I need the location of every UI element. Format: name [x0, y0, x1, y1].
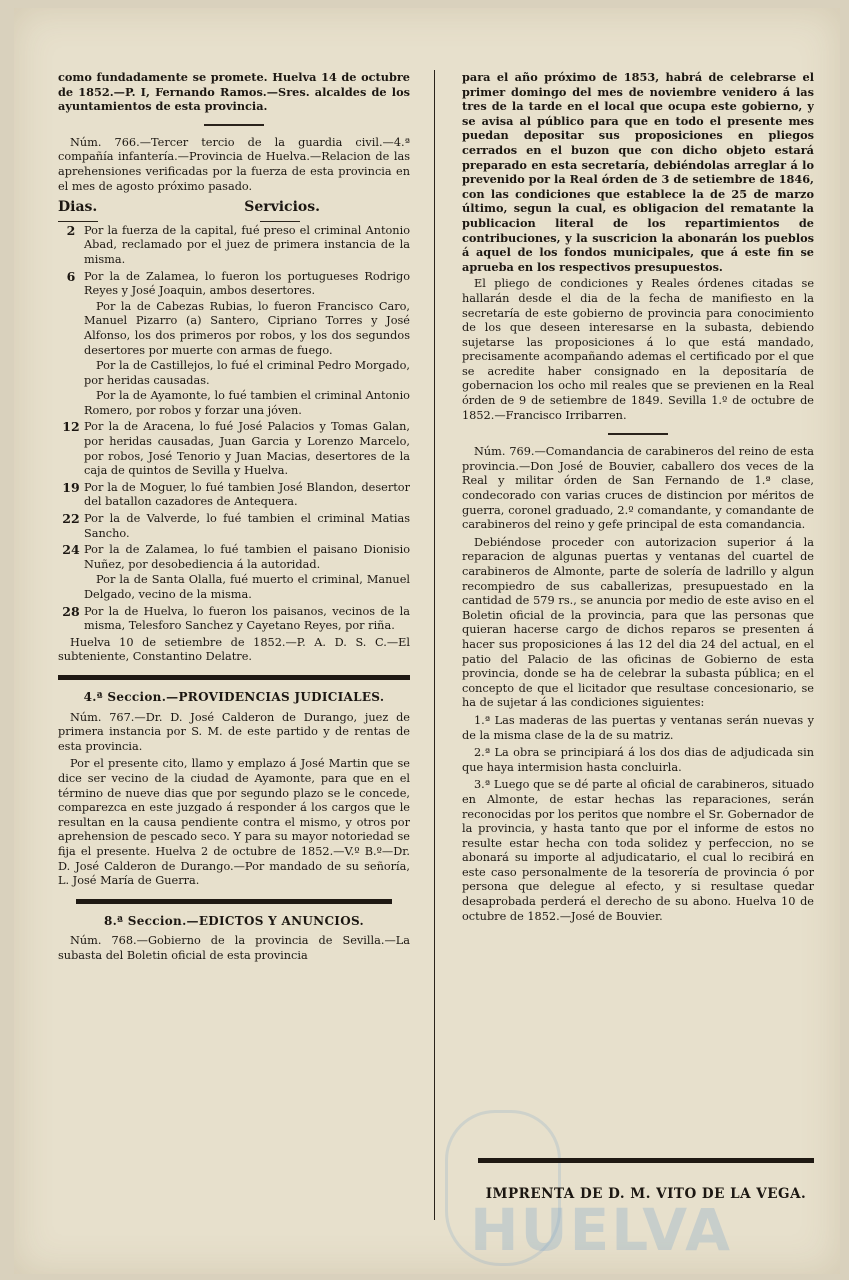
watermark-text: HUELVA: [470, 1196, 733, 1264]
col-servicios: Servicios.: [244, 199, 320, 216]
imprint-line: IMPRENTA DE D. M. VITO DE LA VEGA.: [485, 1186, 807, 1202]
table-header: [58, 200, 410, 215]
entry-row: [58, 481, 410, 511]
entry-row: [58, 543, 410, 603]
imprint-rule: [478, 1158, 814, 1163]
entry-row: [58, 420, 410, 479]
entry-day: 19: [62, 479, 80, 495]
condition-2: 2.ª La obra se principiará á los dos dias de adjudicada sin que haya intermision hasta concluirla.: [462, 746, 814, 774]
right-column: [462, 70, 814, 1200]
section-rule: [76, 899, 393, 904]
entry-paragraph: Por la de Santa Olalla, fué muerto el criminal, Manuel Delgado, vecino de la misma.: [84, 573, 410, 601]
separator: [204, 124, 264, 126]
entry-text: [84, 512, 410, 542]
entry-paragraph: Por la de Zalamea, lo fué tambien el paisano Dionisio Nuñez, por desobediencia á la autoridad.: [84, 543, 410, 571]
n767-body: Por el presente cito, llamo y emplazo á José Martin que se dice ser vecino de la ciudad de Ayamonte, para que en el término de nueve dias que por segundo plazo se le concede, comparezca en este juzgado á responder á los cargos que le resultan en la causa pendiente contra el mismo, y otros por aprehension de pescado seco. Y para su mayor notoriedad se fija el presente. Huelva 2 de octubre de 1852.—V.º B.º—Dr. D. José Calderon de Durango.—Por mandado de su señoría, L. José María de Guerra.: [58, 757, 410, 888]
entry-row: [58, 270, 410, 420]
entry-day: 12: [62, 419, 80, 435]
left-column: [58, 70, 410, 1220]
entry-paragraph: Por la de Valverde, lo fué tambien el criminal Matias Sancho.: [84, 512, 410, 540]
header-dashes: [58, 217, 410, 222]
entry-paragraph: Por la fuerza de la capital, fué preso el criminal Antonio Abad, reclamado por el juez de primera instancia de la misma.: [84, 223, 410, 266]
section8-heading: 8.ª Seccion.—EDICTOS Y ANUNCIOS.: [104, 913, 364, 928]
entry-text: [84, 481, 410, 511]
entry-paragraph: Por la de Moguer, lo fué tambien José Blandon, desertor del batallon cazadores de Antequera.: [84, 480, 410, 509]
section-rule: [58, 675, 410, 680]
separator: [608, 433, 668, 435]
condition-3: 3.ª Luego que se dé parte al oficial de carabineros, situado en Almonte, de estar hechas las reparaciones, serán reconocidas por los peritos que nombre el Sr. Gobernador de la provincia, y hasta tanto que por el informe de estos no resulte estar hecha con toda solidez y perfeccion, no se abonará su importe al adjudicatario, el cual lo recibirá en este caso personalmente de la tesorería de provincia ó por persona que delegue al efecto, y si resultase quedar desaprobada perderá el derecho de su abono. Huelva 10 de octubre de 1852.—José de Bouvier.: [462, 778, 814, 923]
entry-day: 6: [66, 268, 76, 284]
section4-heading: 4.ª Seccion.—PROVIDENCIAS JUDICIALES.: [83, 689, 385, 704]
entry-text: [84, 605, 410, 635]
entry-text: [84, 543, 410, 603]
entry-day: 28: [62, 603, 80, 619]
entry-row: [58, 605, 410, 635]
col-dias: Dias.: [58, 199, 98, 216]
entry-paragraph: Por la de Cabezas Rubias, lo fueron Francisco Caro, Manuel Pizarro (a) Santero, Cipriano Torres y José Alfonso, los dos primeros por robos, y los dos segundos desertores por muerte con armas de fuego.: [84, 299, 410, 357]
entry-paragraph: Por la de Ayamonte, lo fué tambien el criminal Antonio Romero, por robos y forzar una jóven.: [84, 389, 410, 417]
n769-body: Debiéndose proceder con autorizacion superior á la reparacion de algunas puertas y ventanas del cuartel de carabineros de Almonte, parte de solería de ladrillo y algun recompiedro de sus caballerizas, presupuestado en la cantidad de 579 rs., se anuncia por medio de este aviso en el Boletin oficial de la provincia, para que las personas que quieran hacerse cargo de dichos reparos se presenten á hacer sus proposiciones á las 12 del dia 24 del actual, en el patio del Palacio de las oficinas de Gobierno de esta provincia, donde se ha de celebrar la subasta pública; en el concepto de que el licitador que resultase concesionario, se ha de sujetar á las condiciones siguientes:: [462, 535, 814, 710]
entry-paragraph: Por la de Zalamea, lo fueron los portugueses Rodrigo Reyes y José Joaquin, ambos desertores.: [84, 269, 410, 298]
n768-continued: para el año próximo de 1853, habrá de celebrarse el primer domingo del mes de noviembre venidero á las tres de la tarde en el local que ocupa este gobierno, y se avisa al público para que en todo el presente mes puedan depositar sus proposiciones en pliegos cerrados en el buzon que con dicho objeto estará preparado en esta secretaría, debiéndolas arreglar á lo prevenido por la Real órden de 3 de setiembre de 1846, con las condiciones que establece la de 25 de marzo último, segun la cual, es obligacion del rematante la publicacion literal de los repartimientos de contribuciones, y la suscricion la abonarán los pueblos á aquel de los fondos municipales, que á este fin se aprueba en los respectivos presupuestos.: [462, 70, 814, 274]
entries-list: [58, 224, 410, 635]
entry-day: 2: [66, 222, 76, 238]
entry-paragraph: Por la de Huelva, lo fueron los paisanos, vecinos de la misma, Telesforo Sanchez y Cayetano Reyes, por riña.: [84, 604, 410, 633]
entry-row: [58, 224, 410, 269]
entry-text: [84, 420, 410, 479]
entry-day: 24: [62, 542, 80, 558]
entry-paragraph: Por la de Castillejos, lo fué el criminal Pedro Morgado, por heridas causadas.: [84, 359, 410, 387]
condition-1: 1.ª Las maderas de las puertas y ventanas serán nuevas y de la misma clase de la de su matriz.: [462, 713, 814, 742]
n767-title: Núm. 767.—Dr. D. José Calderon de Durango, juez de primera instancia por S. M. de este partido y de rentas de esta provincia.: [58, 710, 410, 753]
entry-text: [84, 270, 410, 420]
intro-text: como fundadamente se promete. Huelva 14 de octubre de 1852.—P. I, Fernando Ramos.—Sres. alcaldes de los ayuntamientos de esta provincia.: [58, 70, 410, 114]
column-divider: [434, 70, 435, 1220]
n768-start: Núm. 768.—Gobierno de la provincia de Sevilla.—La subasta del Boletin oficial de esta provincia: [58, 934, 410, 962]
n766-signature: Huelva 10 de setiembre de 1852.—P. A. D. S. C.—El subteniente, Constantino Delatre.: [58, 635, 410, 664]
entry-text: [84, 224, 410, 269]
entry-day: 22: [62, 511, 80, 527]
entry-row: [58, 512, 410, 542]
n766-title: Núm. 766.—Tercer tercio de la guardia civil.—4.ª compañía infantería.—Provincia de Huelva.—Relacion de las aprehensiones verificadas por la fuerza de esta provincia en el mes de agosto próximo pasado.: [58, 135, 410, 193]
entry-paragraph: Por la de Aracena, lo fué José Palacios y Tomas Galan, por heridas causadas, Juan Garcia y Lorenzo Marcelo, por robos, José Tenorio y Juan Macias, desertores de la caja de quintos de Sevilla y Huelva.: [84, 420, 410, 478]
n768-paragraph-2: El pliego de condiciones y Reales órdenes citadas se hallarán desde el dia de la fecha de manifiesto en la secretaría de este gobierno de provincia para conocimiento de los que deseen interesarse en la subasta, debiendo sujetarse las proposiciones á lo que está mandado, precisamente acompañando ademas el certificado por el que se acredite haber consignado en la depositaría de gobernacion los ocho mil reales que se previenen en la Real órden de 9 de setiembre de 1849. Sevilla 1.º de octubre de 1852.—Francisco Irribarren.: [462, 277, 814, 422]
n769-title: Núm. 769.—Comandancia de carabineros del reino de esta provincia.—Don José de Bouvier, caballero dos veces de la Real y militar órden de San Fernando de 1.ª clase, condecorado con varias cruces de distincion por méritos de guerra, coronel graduado, 2.º comandante, y comandante de carabineros del reino y gefe principal de esta comandancia.: [462, 445, 814, 532]
